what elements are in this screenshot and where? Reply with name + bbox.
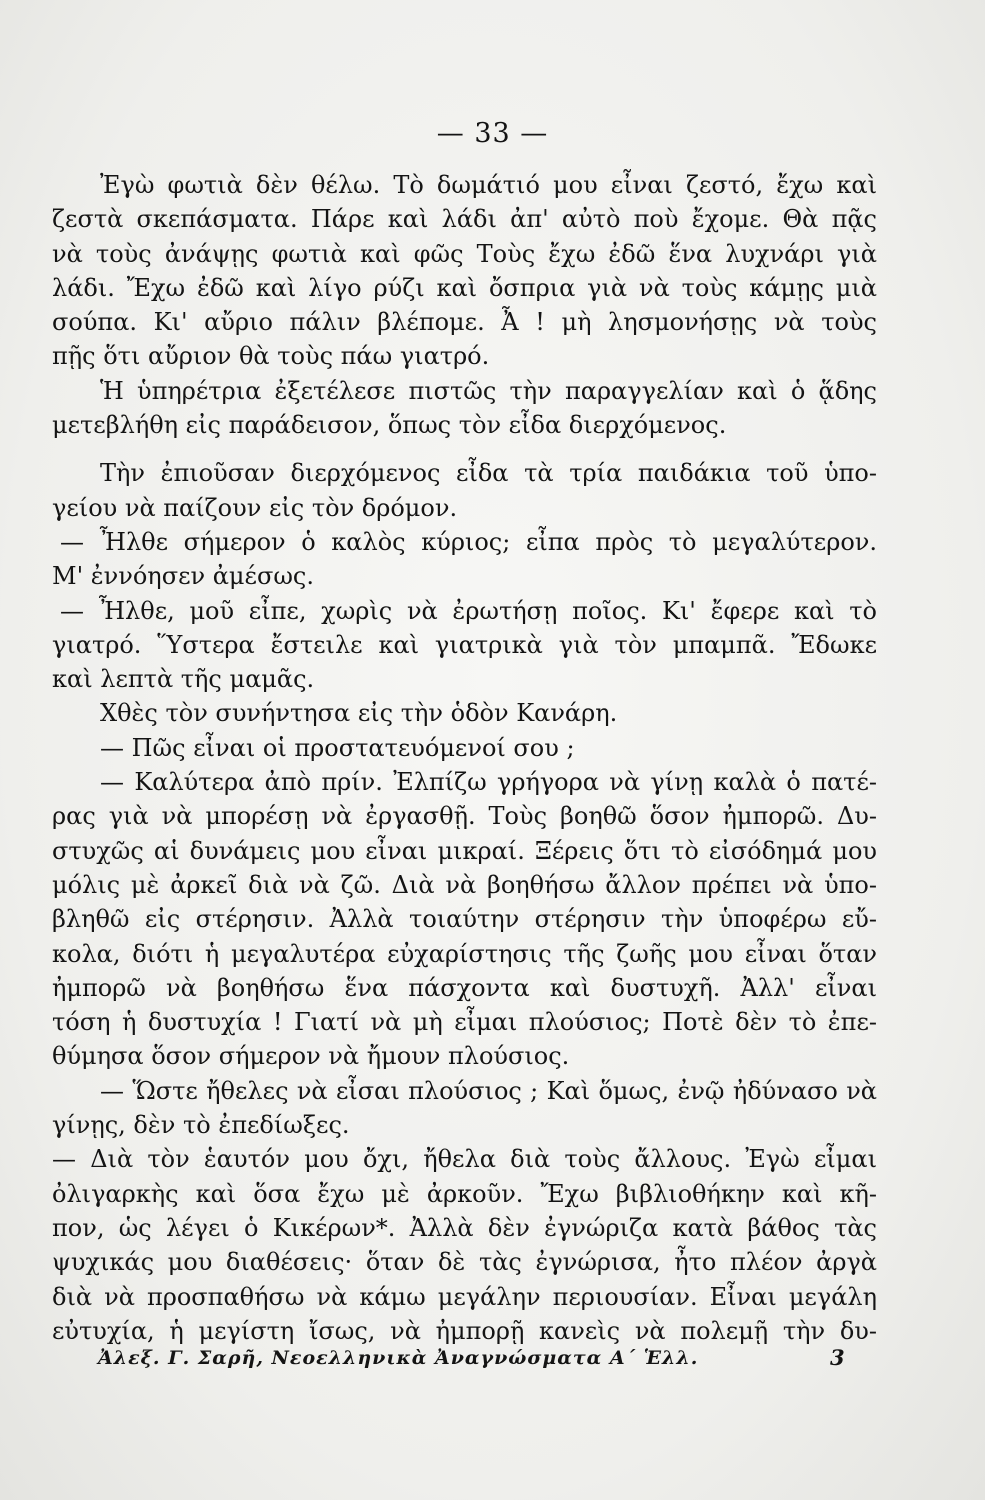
text-line: διὰ νὰ προσπαθήσω νὰ κάμω μεγάλην περιουσίαν. Εἶναι μεγάλη [52, 1282, 877, 1311]
text-line: εὐτυχία, ἡ μεγίστη ἴσως, νὰ ἠμπορῇ κανεὶς νὰ πολεμῇ τὴν δυ- [52, 1316, 877, 1345]
text-line: πον, ὡς λέγει ὁ Κικέρων*. Ἀλλὰ δὲν ἐγνώριζα κατὰ βάθος τὰς [52, 1213, 877, 1242]
text-line: ὀλιγαρκὴς καὶ ὅσα ἔχω μὲ ἀρκοῦν. Ἔχω βιβλιοθήκην καὶ κῆ- [52, 1179, 877, 1208]
text-line: λάδι. Ἔχω ἐδῶ καὶ λίγο ρύζι καὶ ὄσπρια γιὰ νὰ τοὺς κάμῃς μιὰ [52, 273, 877, 302]
text-line: Τὴν ἐπιοῦσαν διερχόμενος εἶδα τὰ τρία παιδάκια τοῦ ὑπο- [100, 459, 877, 488]
footer-source: Ἀλεξ. Γ. Σαρῆ, Νεοελληνικὰ Ἀναγνώσματα Α΄ Ἑλλ. [98, 1347, 699, 1369]
text-line: μετεβλήθη εἰς παράδεισον, ὅπως τὸν εἶδα διερχόμενος. [52, 411, 727, 440]
text-line: γείου νὰ παίζουν εἰς τὸν δρόμον. [52, 493, 458, 522]
text-line: πῇς ὅτι αὔριον θὰ τοὺς πάω γιατρό. [52, 342, 490, 371]
text-line: — Ὥστε ἤθελες νὰ εἶσαι πλούσιος ; Καὶ ὅμως, ἐνῷ ἠδύνασο νὰ [100, 1076, 877, 1105]
text-line: τόση ἡ δυστυχία ! Γιατί νὰ μὴ εἶμαι πλούσιος; Ποτὲ δὲν τὸ ἐπε- [52, 1008, 877, 1037]
text-line: νὰ τοὺς ἀνάψῃς φωτιὰ καὶ φῶς Τοὺς ἔχω ἐδῶ ἕνα λυχνάρι γιὰ [52, 239, 877, 268]
text-line: ἠμπορῶ νὰ βοηθήσω ἕνα πάσχοντα καὶ δυστυχῆ. Ἀλλ' εἶναι [52, 973, 877, 1002]
text-line: Μ' ἐννόησεν ἀμέσως. [52, 562, 314, 591]
text-line: ζεστὰ σκεπάσματα. Πάρε καὶ λάδι ἀπ' αὐτὸ ποὺ ἔχομε. Θὰ πᾷς [52, 205, 877, 234]
text-line: ψυχικάς μου διαθέσεις· ὅταν δὲ τὰς ἐγνώρισα, ἦτο πλέον ἀργὰ [52, 1248, 877, 1277]
text-line: — Καλύτερα ἀπὸ πρίν. Ἐλπίζω γρήγορα νὰ γίνῃ καλὰ ὁ πατέ- [100, 768, 877, 797]
text-line: κολα, διότι ἡ μεγαλυτέρα εὐχαρίστησις τῆς ζωῆς μου εἶναι ὅταν [52, 939, 877, 968]
text-line: γιατρό. Ὕστερα ἔστειλε καὶ γιατρικὰ γιὰ τὸν μπαμπᾶ. Ἔδωκε [52, 630, 877, 659]
text-line: μόλις μὲ ἀρκεῖ διὰ νὰ ζῶ. Διὰ νὰ βοηθήσω ἄλλον πρέπει νὰ ὑπο- [52, 870, 877, 899]
page-number: — 33 — [436, 118, 549, 149]
text-line: Ἐγὼ φωτιὰ δὲν θέλω. Τὸ δωμάτιό μου εἶναι ζεστό, ἔχω καὶ [100, 171, 877, 199]
text-line: βληθῶ εἰς στέρησιν. Ἀλλὰ τοιαύτην στέρησιν τὴν ὑποφέρω εὔ- [52, 905, 877, 934]
text-line: ρας γιὰ νὰ μπορέσῃ νὰ ἐργασθῇ. Τοὺς βοηθῶ ὅσον ἠμπορῶ. Δυ- [52, 802, 877, 831]
text-line: θύμησα ὅσον σήμερον νὰ ἤμουν πλούσιος. [52, 1042, 570, 1071]
footer-signature-mark: 3 [830, 1345, 845, 1370]
text-line: γίνῃς, δὲν τὸ ἐπεδίωξες. [52, 1111, 350, 1140]
text-line: — Διὰ τὸν ἑαυτόν μου ὄχι, ἤθελα διὰ τοὺς ἄλλους. Ἐγὼ εἶμαι [52, 1145, 877, 1174]
text-line: — Ἦλθε σήμερον ὁ καλὸς κύριος; εἶπα πρὸς τὸ μεγαλύτερον. [60, 527, 877, 556]
text-line: — Ἦλθε, μοῦ εἶπε, χωρὶς νὰ ἐρωτήσῃ ποῖος. Κι' ἔφερε καὶ τὸ [60, 596, 877, 625]
text-line: σούπα. Κι' αὔριο πάλιν βλέπομε. Ἆ ! μὴ λησμονήσῃς νὰ τοὺς [52, 308, 877, 337]
text-line: στυχῶς αἱ δυνάμεις μου εἶναι μικραί. Ξέρεις ὅτι τὸ εἰσόδημά μου [52, 836, 877, 865]
text-line: καὶ λεπτὰ τῆς μαμᾶς. [52, 665, 315, 694]
text-line: — Πῶς εἶναι οἱ προστατευόμενοί σου ; [100, 733, 575, 762]
text-line: Ἡ ὑπηρέτρια ἐξετέλεσε πιστῶς τὴν παραγγελίαν καὶ ὁ ᾅδης [100, 376, 877, 405]
text-line: Χθὲς τὸν συνήντησα εἰς τὴν ὁδὸν Κανάρη. [100, 699, 618, 728]
page-body-text [52, 168, 877, 1348]
